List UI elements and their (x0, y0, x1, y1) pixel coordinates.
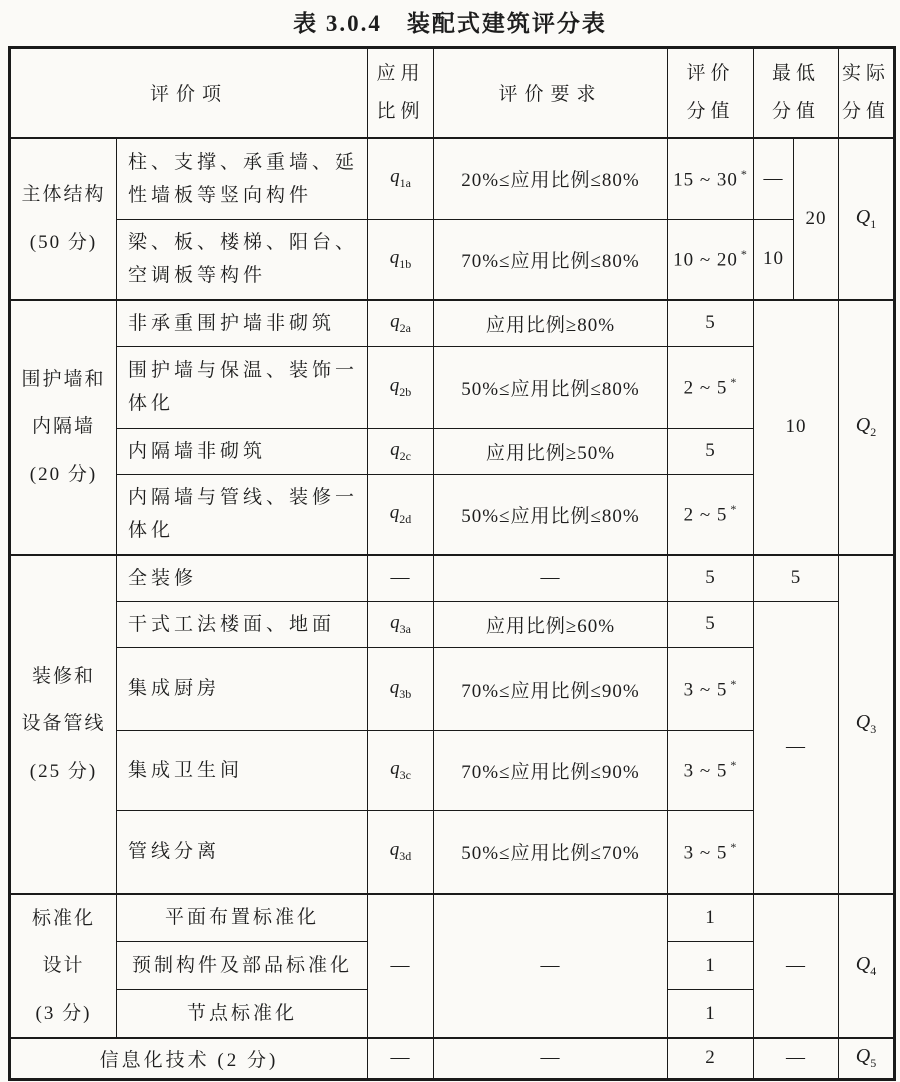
item-cell: 干式工法楼面、地面 (117, 601, 368, 647)
item-cell: 非承重围护墙非砌筑 (117, 300, 368, 347)
coef-cell (368, 811, 434, 894)
actual-score-cell (839, 894, 895, 1039)
requirement-cell: 50%≤应用比例≤70% (434, 811, 668, 894)
score-star: * (730, 839, 738, 854)
requirement-cell: 70%≤应用比例≤90% (434, 648, 668, 731)
coef-cell (368, 428, 434, 474)
coef-subscript: 2c (399, 448, 411, 463)
requirement-cell: 70%≤应用比例≤90% (434, 731, 668, 811)
score-value: 3 ~ 5 (683, 841, 728, 863)
actual-subscript: 4 (870, 963, 877, 978)
score-cell (668, 138, 754, 220)
score-value: 1 (705, 906, 716, 928)
group-label-line1: 围护墙和 (21, 368, 106, 390)
actual-subscript: 1 (870, 216, 877, 231)
coef-cell (368, 601, 434, 647)
score-cell (668, 990, 754, 1038)
coef-cell (368, 346, 434, 428)
coef-symbol: q (390, 438, 400, 460)
actual-symbol: Q (855, 1045, 871, 1068)
table-title: 表 3.0.4 装配式建筑评分表 (293, 11, 607, 36)
requirement-dash-cell: — (434, 894, 668, 1039)
coef-symbol: q (389, 501, 400, 523)
score-star: * (730, 502, 738, 517)
actual-score-cell (839, 138, 895, 300)
actual-score-cell (839, 1038, 895, 1079)
score-value: 5 (705, 567, 716, 589)
score-star: * (730, 758, 738, 773)
min-score-cell: — (754, 138, 794, 220)
group-label-information-technology: 信息化技术 (2 分) (10, 1038, 368, 1079)
coef-subscript: 3c (399, 767, 411, 782)
coef-cell (368, 300, 434, 347)
group-label-enclosure-wall (10, 300, 117, 555)
score-star: * (730, 676, 738, 691)
header-row (10, 48, 895, 138)
actual-symbol: Q (855, 205, 871, 228)
row-dry-construction-floor (10, 601, 895, 647)
coef-symbol: q (390, 166, 400, 188)
score-cell (668, 811, 754, 894)
group-label-line2: 内隔墙 (31, 416, 95, 438)
actual-subscript: 3 (870, 721, 877, 736)
group-label-main-structure (10, 138, 117, 300)
header-actual-line2: 分值 (842, 100, 891, 122)
score-cell (668, 300, 754, 347)
requirement-cell: 50%≤应用比例≤80% (434, 346, 668, 428)
header-ratio-line1: 应用 (376, 62, 425, 84)
score-value: 5 (705, 312, 716, 334)
header-min-line2: 分值 (772, 100, 821, 122)
group-label-standardized-design (10, 894, 117, 1039)
header-score-line2: 分值 (686, 100, 735, 122)
score-value: 2 (705, 1047, 716, 1069)
score-value: 3 ~ 5 (683, 760, 728, 782)
score-cell (668, 428, 754, 474)
header-min-line1: 最低 (772, 62, 821, 84)
item-cell: 梁、板、楼梯、阳台、空调板等构件 (117, 220, 368, 300)
row-information-technology (10, 1038, 895, 1079)
score-star: * (740, 247, 748, 262)
group-label-line1: 主体结构 (21, 184, 106, 205)
item-cell: 内隔墙非砌筑 (117, 428, 368, 474)
coef-symbol: q (389, 246, 400, 268)
score-star: * (740, 166, 748, 181)
requirement-cell: 应用比例≥50% (434, 428, 668, 474)
coef-cell (368, 731, 434, 811)
requirement-cell: 应用比例≥60% (434, 601, 668, 647)
row-horizontal-members (10, 220, 895, 300)
header-score-col (668, 48, 754, 138)
score-star: * (730, 375, 738, 390)
ratio-dash-cell: — (368, 894, 434, 1039)
group-label-line3: (25 分) (29, 760, 98, 782)
coef-cell (368, 475, 434, 555)
header-min-col (754, 48, 839, 138)
score-cell (668, 346, 754, 428)
group-label-line1: 装修和 (31, 665, 95, 687)
coef-subscript: 1a (399, 176, 411, 191)
requirement-cell: 20%≤应用比例≤80% (434, 138, 668, 220)
item-cell: 集成厨房 (117, 648, 368, 731)
item-cell: 内隔墙与管线、装修一体化 (117, 475, 368, 555)
row-vertical-members (10, 138, 895, 220)
coef-subscript: 3a (399, 621, 411, 636)
header-requirement-col: 评价要求 (434, 48, 668, 138)
coef-symbol: q (390, 758, 400, 780)
min-score-cell: — (754, 1038, 839, 1079)
ratio-dash-cell: — (368, 555, 434, 602)
item-cell: 预制构件及部品标准化 (117, 942, 368, 990)
actual-symbol: Q (855, 952, 871, 975)
coef-symbol: q (389, 676, 400, 698)
group-label-line1: 标准化 (31, 907, 95, 929)
item-cell: 管线分离 (117, 811, 368, 894)
coef-symbol: q (390, 310, 400, 332)
score-cell (668, 894, 754, 942)
actual-symbol: Q (855, 414, 871, 437)
coef-subscript: 2b (399, 384, 412, 399)
score-value: 1 (705, 1002, 716, 1024)
score-cell (668, 220, 754, 300)
coef-symbol: q (390, 611, 400, 633)
actual-symbol: Q (855, 711, 871, 734)
coef-cell (368, 138, 434, 220)
coef-subscript: 2a (399, 320, 411, 335)
item-cell: 围护墙与保温、装饰一体化 (117, 346, 368, 428)
header-actual-line1: 实际 (842, 62, 891, 84)
min-score-cell: 5 (754, 555, 839, 602)
min-score-cell: 10 (754, 220, 794, 300)
min-score-shared-cell: 10 (754, 300, 839, 555)
score-value: 2 ~ 5 (683, 504, 728, 526)
coef-cell (368, 220, 434, 300)
score-value: 3 ~ 5 (683, 679, 728, 701)
requirement-cell: 50%≤应用比例≤80% (434, 475, 668, 555)
item-cell: 柱、支撑、承重墙、延性墙板等竖向构件 (117, 138, 368, 220)
score-cell (668, 601, 754, 647)
group-label-line2: 设计 (42, 955, 85, 976)
coef-symbol: q (389, 374, 400, 396)
requirement-dash-cell: — (434, 1038, 668, 1079)
row-full-decoration (10, 555, 895, 602)
actual-score-cell (839, 555, 895, 894)
header-ratio-line2: 比例 (376, 100, 425, 122)
coef-subscript: 3d (399, 849, 412, 864)
group-label-line2: 设备管线 (21, 713, 106, 735)
group-label-line3: (20 分) (29, 463, 98, 485)
requirement-dash-cell: — (434, 555, 668, 602)
min-score-shared-cell: 20 (794, 138, 839, 300)
score-value: 5 (705, 440, 716, 462)
group-label-line3: (3 分) (35, 1002, 92, 1024)
coef-subscript: 3b (399, 686, 412, 701)
score-cell (668, 555, 754, 602)
score-value: 2 ~ 5 (683, 377, 728, 399)
item-cell: 集成卫生间 (117, 731, 368, 811)
score-cell (668, 648, 754, 731)
score-value: 15 ~ 30 (673, 168, 738, 190)
actual-subscript: 2 (870, 424, 877, 439)
item-cell: 节点标准化 (117, 990, 368, 1038)
coef-subscript: 2d (399, 511, 412, 526)
item-cell: 平面布置标准化 (117, 894, 368, 942)
header-ratio-col (368, 48, 434, 138)
coef-cell (368, 648, 434, 731)
actual-subscript: 5 (870, 1056, 877, 1071)
prefab-building-scoring-table (8, 46, 896, 1081)
row-plan-standardization (10, 894, 895, 942)
requirement-cell: 70%≤应用比例≤80% (434, 220, 668, 300)
score-cell (668, 731, 754, 811)
score-cell (668, 1038, 754, 1079)
group-label-line2: (50 分) (29, 231, 98, 253)
item-cell: 全装修 (117, 555, 368, 602)
header-item-col: 评价项 (10, 48, 368, 138)
score-value: 10 ~ 20 (673, 249, 738, 271)
score-value: 1 (705, 954, 716, 976)
group-label-decoration-mep (10, 555, 117, 894)
ratio-dash-cell: — (368, 1038, 434, 1079)
header-score-line1: 评价 (686, 62, 735, 84)
score-cell (668, 942, 754, 990)
header-actual-col (839, 48, 895, 138)
row-nonbearing-wall (10, 300, 895, 347)
min-score-shared-cell: — (754, 894, 839, 1039)
coef-symbol: q (389, 839, 400, 861)
actual-score-cell (839, 300, 895, 555)
min-score-shared-cell: — (754, 601, 839, 893)
coef-subscript: 1b (399, 256, 412, 271)
requirement-cell: 应用比例≥80% (434, 300, 668, 347)
score-value: 5 (705, 613, 716, 635)
score-cell (668, 475, 754, 555)
